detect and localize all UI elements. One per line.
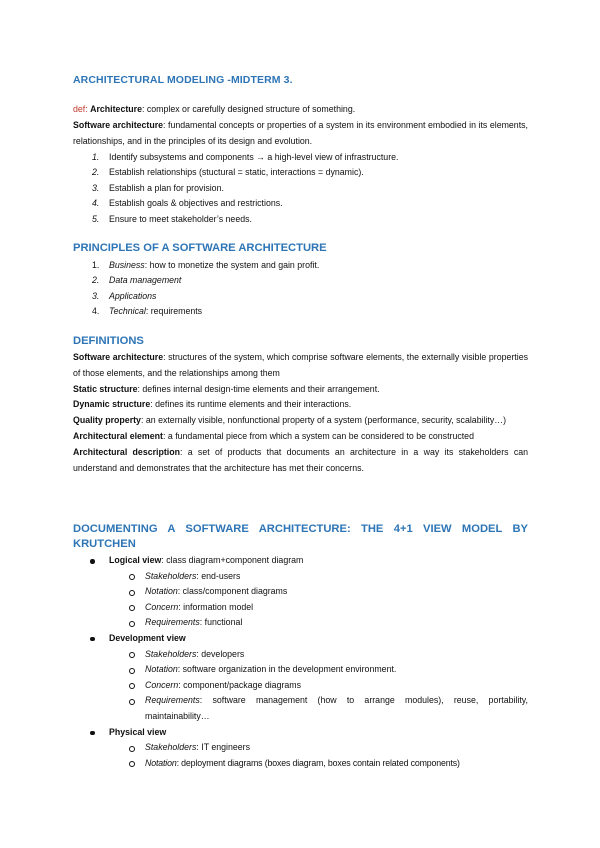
- definition-term: Software architecture: [73, 352, 164, 362]
- circle-bullet-icon: [129, 574, 135, 580]
- view-item-logical: [73, 553, 528, 569]
- list-item: [73, 181, 528, 196]
- sub-text: : developers: [196, 648, 245, 659]
- circle-bullet-icon: [129, 590, 135, 596]
- list-item: [73, 693, 528, 724]
- definition-entry: [73, 445, 528, 477]
- software-architecture-text: : fundamental concepts or properties of a system in its environment embodied in its elements, relationships, and in the principles of its design and evolution.: [73, 119, 528, 146]
- list-item: [73, 756, 528, 772]
- bullet-icon: [90, 559, 95, 564]
- sub-label: Stakeholders: [145, 570, 197, 581]
- architecture-term: Architecture: [90, 104, 142, 114]
- item-text: Identify subsystems and components → a high-level view of infrastructure.: [109, 152, 399, 162]
- item-text: Establish goals & objectives and restrictions.: [109, 198, 283, 209]
- intro-steps-list: [73, 150, 528, 227]
- item-text: : how to monetize the system and gain profit.: [144, 260, 320, 270]
- definition-term: Quality property: [73, 415, 141, 426]
- definition-text: : an externally visible, nonfunctional property of a system (performance, security, scalability…): [140, 415, 507, 426]
- list-item: [73, 150, 528, 165]
- item-text: Establish relationships (stuctural = static, interactions = dynamic).: [109, 167, 364, 178]
- item-text: : requirements: [145, 306, 203, 317]
- circle-bullet-icon: [129, 605, 135, 611]
- definition-entry: [73, 397, 528, 413]
- item-number: 4.: [92, 198, 100, 209]
- sub-label: Notation: [145, 586, 178, 597]
- definition-term: Architectural element: [73, 430, 163, 441]
- definition-entry: [73, 382, 528, 398]
- item-number: 3.: [92, 290, 100, 301]
- definition-entry: [73, 429, 528, 445]
- sub-text: : deployment diagrams (boxes diagram, boxes contain related components): [176, 757, 460, 768]
- definition-text: : a set of products that documents an architecture in a way its stakeholders can understand and demonstrates that the architecture has met their concerns.: [73, 446, 528, 473]
- circle-bullet-icon: [129, 621, 135, 627]
- circle-bullet-icon: [129, 652, 135, 658]
- sub-label: Stakeholders: [145, 648, 197, 659]
- definition-term: Architectural description: [73, 446, 180, 457]
- item-label: Applications: [109, 290, 157, 301]
- list-item: [73, 165, 528, 180]
- list-item: [73, 647, 528, 663]
- list-item: [73, 289, 528, 304]
- document-title: ARCHITECTURAL MODELING -MIDTERM 3.: [73, 74, 293, 86]
- view-item-physical: [73, 725, 528, 741]
- principles-heading: PRINCIPLES OF A SOFTWARE ARCHITECTURE: [73, 242, 327, 254]
- item-number: 2.: [92, 167, 100, 178]
- item-label: Business: [109, 260, 145, 270]
- view-name: Logical view: [109, 555, 162, 565]
- view-desc: : class diagram+component diagram: [161, 555, 304, 565]
- list-item: [73, 662, 528, 678]
- item-number: 3.: [92, 182, 100, 193]
- sub-label: Notation: [145, 664, 178, 675]
- list-item: [73, 273, 528, 288]
- item-number: 5.: [92, 213, 100, 224]
- circle-bullet-icon: [129, 761, 135, 767]
- definition-text: : structures of the system, which comprise software elements, the externally visible properties of those elements, and the relationships among them: [73, 352, 528, 378]
- sub-label: Concern: [145, 601, 179, 612]
- definition-text: : a fundamental piece from which a system can be considered to be constructed: [162, 430, 474, 441]
- item-number: 1.: [92, 152, 100, 162]
- views-list: [73, 553, 528, 771]
- item-label: Data management: [109, 275, 182, 286]
- list-item: [73, 304, 528, 319]
- circle-bullet-icon: [129, 699, 135, 705]
- definitions-body: [73, 350, 528, 476]
- sub-text: : component/package diagrams: [178, 679, 302, 690]
- definition-entry: [73, 350, 528, 382]
- item-label: Technical: [109, 306, 146, 317]
- intro-definition: [73, 102, 528, 149]
- sub-label: Requirements: [145, 695, 200, 706]
- list-item: [73, 569, 528, 585]
- definitions-heading: DEFINITIONS: [73, 335, 144, 347]
- item-text: Establish a plan for provision.: [109, 182, 224, 193]
- list-item: [73, 584, 528, 600]
- principles-list: [73, 258, 528, 320]
- definition-text: : defines its runtime elements and their interactions.: [150, 399, 352, 410]
- software-architecture-term: Software architecture: [73, 119, 164, 130]
- sub-label: Stakeholders: [145, 742, 197, 753]
- item-text: Ensure to meet stakeholder’s needs.: [109, 213, 252, 224]
- list-item: [73, 740, 528, 756]
- list-item: [73, 678, 528, 694]
- sub-text: : functional: [199, 617, 243, 628]
- sub-label: Notation: [145, 757, 177, 768]
- circle-bullet-icon: [129, 683, 135, 689]
- circle-bullet-icon: [129, 746, 135, 752]
- view-name: Development view: [109, 632, 186, 643]
- definition-term: Static structure: [73, 383, 138, 394]
- sub-text: : information model: [178, 601, 254, 612]
- item-number: 1.: [92, 260, 100, 270]
- list-item: [73, 196, 528, 211]
- architecture-text: : complex or carefully designed structure of something.: [141, 104, 356, 114]
- definition-text: : defines internal design-time elements and their arrangement.: [137, 383, 380, 394]
- sub-text: : IT engineers: [196, 742, 250, 753]
- definition-entry: [73, 413, 528, 429]
- view-name: Physical view: [109, 726, 167, 737]
- bullet-icon: [90, 731, 95, 736]
- list-item: [73, 258, 528, 273]
- list-item: [73, 212, 528, 227]
- sub-text: : software management (how to arrange modules), reuse, portability, maintainability…: [145, 695, 528, 721]
- sub-text: : class/component diagrams: [177, 586, 288, 597]
- circle-bullet-icon: [129, 668, 135, 674]
- sub-label: Concern: [145, 679, 179, 690]
- item-number: 2.: [92, 275, 100, 286]
- item-number: 4.: [92, 306, 100, 317]
- documenting-heading: DOCUMENTING A SOFTWARE ARCHITECTURE: THE 4+1 VIEW MODEL BY KRUTCHEN: [73, 523, 528, 550]
- sub-text: : end-users: [196, 570, 241, 581]
- list-item: [73, 600, 528, 616]
- bullet-icon: [90, 637, 95, 642]
- sub-label: Requirements: [145, 617, 200, 628]
- def-prefix: def:: [73, 104, 88, 114]
- list-item: [73, 615, 528, 631]
- sub-text: : software organization in the development environment.: [177, 664, 397, 675]
- view-item-development: [73, 631, 528, 647]
- definition-term: Dynamic structure: [73, 399, 151, 410]
